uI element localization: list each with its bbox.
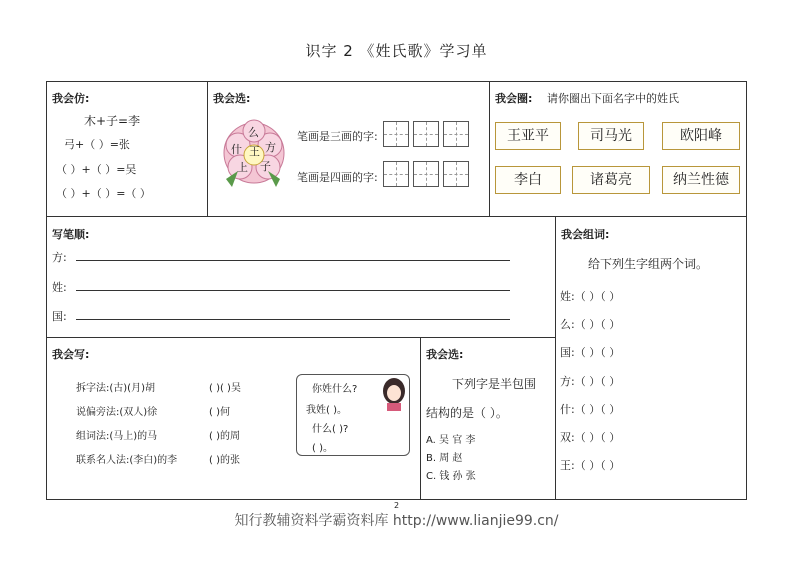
writing-line[interactable] (76, 260, 510, 261)
word-row: 方:（ ）（ ） (560, 375, 621, 388)
flower-char-2: 什 (231, 143, 242, 156)
option-b[interactable]: B. 周 赵 (426, 453, 463, 464)
method-answer: ( )( )吴 (209, 383, 241, 394)
flower-char-6: 子 (260, 160, 271, 173)
flower-char-4: 方 (265, 141, 276, 154)
name-card[interactable]: 欧阳峰 (662, 122, 740, 150)
method-answer: ( )的张 (209, 455, 240, 466)
page-number: 2 (394, 501, 400, 510)
imitate-line-3: （ ）+（ ）=吴 (56, 163, 137, 176)
stroke-heading: 写笔顺: (52, 228, 90, 241)
answer-grid-cell[interactable] (443, 161, 469, 187)
word-row: 双:（ ）（ ） (560, 431, 621, 444)
writing-line[interactable] (76, 290, 510, 291)
bubble-line: 什么( )? (312, 424, 349, 435)
choose2-heading: 我会选: (426, 348, 464, 361)
words-heading: 我会组词: (561, 228, 610, 241)
imitate-line-2: 弓+（ ）=张 (64, 138, 130, 151)
word-row: 王:（ ）（ ） (560, 459, 621, 472)
bubble-line: 你姓什么? (312, 384, 358, 395)
word-row: 国:（ ）（ ） (560, 346, 621, 359)
words-instruction: 给下列生字组两个词。 (588, 257, 709, 271)
word-row: 什:（ ）（ ） (560, 403, 621, 416)
answer-grid-cell[interactable] (413, 121, 439, 147)
flower-char-1: 么 (248, 126, 259, 139)
circle-heading: 我会圈: (495, 92, 533, 105)
question-text: 下列字是半包围 (452, 377, 537, 391)
method-answer: ( )何 (209, 407, 230, 418)
method-label: 联系名人法:(李白)的李 (76, 455, 178, 466)
word-row: 么:（ ）（ ） (560, 318, 621, 331)
option-c[interactable]: C. 钱 孙 张 (426, 471, 476, 482)
name-card[interactable]: 司马光 (578, 122, 644, 150)
method-label: 组词法:(马上)的马 (76, 431, 158, 442)
page-title: 识字 2 《姓氏歌》学习单 (305, 42, 488, 60)
name-card[interactable]: 诸葛亮 (572, 166, 650, 194)
stroke-row-label: 国: (52, 310, 67, 323)
bubble-line: 我姓( )。 (306, 405, 347, 416)
name-card[interactable]: 纳兰性德 (662, 166, 740, 194)
method-answer: ( )的周 (209, 431, 240, 442)
imitate-example: 木+子=李 (84, 114, 141, 128)
footer-watermark: 知行教辅资料学霸资料库 http://www.lianjie99.cn/ (234, 513, 559, 529)
flower-char-3: 王 (249, 145, 260, 158)
name-card[interactable]: 王亚平 (495, 122, 561, 150)
bubble-line: ( )。 (312, 443, 333, 454)
stroke-row-label: 姓: (52, 281, 67, 294)
answer-grid-cell[interactable] (383, 121, 409, 147)
answer-grid-cell[interactable] (443, 121, 469, 147)
method-label: 拆字法:(古)(月)胡 (76, 383, 155, 394)
word-row: 姓:（ ）（ ） (560, 290, 621, 303)
choose-heading: 我会选: (213, 92, 251, 105)
method-label: 说偏旁法:(双人)徐 (76, 407, 158, 418)
circle-instruction: 请你圈出下面名字中的姓氏 (547, 92, 679, 105)
option-a[interactable]: A. 吴 官 李 (426, 435, 476, 446)
three-strokes-label: 笔画是三画的字: (297, 130, 378, 143)
girl-avatar-icon (381, 376, 407, 412)
flower-char-5: 上 (237, 161, 248, 174)
answer-grid-cell[interactable] (383, 161, 409, 187)
stroke-row-label: 方: (52, 251, 67, 264)
write-heading: 我会写: (52, 348, 90, 361)
question-text: 结构的是（ ）。 (426, 406, 508, 420)
name-card[interactable]: 李白 (495, 166, 561, 194)
four-strokes-label: 笔画是四画的字: (297, 171, 378, 184)
imitate-heading: 我会仿: (52, 92, 90, 105)
writing-line[interactable] (76, 319, 510, 320)
imitate-line-4: （ ）+（ ）=（ ） (56, 187, 151, 200)
answer-grid-cell[interactable] (413, 161, 439, 187)
